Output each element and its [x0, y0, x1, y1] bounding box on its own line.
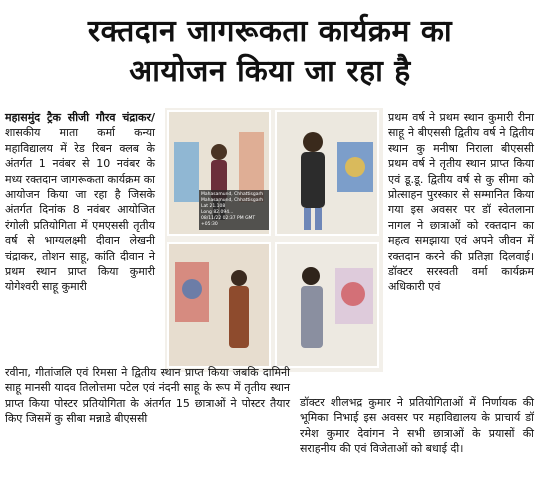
photo-student-3 — [167, 242, 271, 368]
headline-line-2: आयोजन किया जा रहा है — [129, 54, 411, 89]
article-right-column — [388, 110, 534, 295]
headline-line-1: रक्तदान जागरूकता कार्यक्रम का — [87, 14, 453, 49]
article-bottom-right — [300, 395, 534, 457]
byline: महासमुंद ट्रैक सीजी गौरव चंद्राकर/ — [5, 111, 155, 124]
photo-student-1 — [167, 110, 271, 236]
photo-student-4 — [275, 242, 379, 368]
bottom-body-text: रवीना, गीतांजलि एवं रिमसा ने द्वितीय स्थान प्राप्त किया जबकि दामिनी साहू मानसी यादव तिलोत्तमा पटेल एवं नंदनी साहू के रूप में तृतीय स्थान प्राप्त किया पोस्टर प्रतियोगिता के अंतर्गत 15 छात्राओं ने पोस्टर तैयार किए जिसमें कु सीबा मन्नाडे बीएससी — [5, 366, 290, 426]
right-body-text: प्रथम वर्ष ने प्रथम स्थान कुमारी रीना साहू ने बीएससी द्वितीय वर्ष ने द्वितीय स्थान कु मनीषा निराला बीएससी प्रथम वर्ष ने तृतीय स्थान प्राप्त किया एवं डू.डू. द्वितीय वर्ष से कु सीमा को प्रोत्साहन पुरस्कार से सम्मानित किया गया इस अवसर पर डॉ स्वेतलाना नागल ने छात्राओं को रक्तदान का महत्व समझाया एवं अपने जीवन में रक्तदान करने की प्रतिज्ञा दिलवाई। डॉक्टर सरस्वती वर्मा कार्यक्रम अधिकारी एवं — [388, 111, 534, 294]
location-stamp: Mahasamund, Chhattisgarh Mahasamund, Chhattisgarh Lat 21.108 Long 82.094... 08/11/22 02:37 PM GMT +05:30 — [199, 190, 269, 230]
left-body-text: शासकीय माता कर्मा कन्या महाविद्यालय में रेड रिबन क्लब के अंतर्गत 1 नवंबर से 10 नवंबर के मध्य रक्तदान जागरूकता कार्यक्रम का आयोजन किया जा रहा है जिसके अंतर्गत दिनांक 8 नवंबर आयोजित रंगोली प्रतियोगिता में एमएससी तृतीय वर्ष से भाग्यलक्ष्मी दीवान लेखनी चंद्राकर, तोशन साहू, कांति दीवान ने प्रथम स्थान प्राप्त किया कुमारी योगेश्वरी साहू कुमारी — [5, 126, 155, 294]
bottom-right-body-text: डॉक्टर शीलभद्र कुमार ने प्रतियोगिताओं में निर्णायक की भूमिका निभाई इस अवसर पर महाविद्यालय के प्राचार्य डॉ रमेश कुमार देवांगन ने सभी छात्राओं के प्रयासों की सराहनीय की एवं विजेताओं को बधाई दी। — [300, 396, 534, 456]
photo-collage — [165, 108, 383, 372]
article-left-column — [5, 110, 155, 295]
photo-student-2 — [275, 110, 379, 236]
